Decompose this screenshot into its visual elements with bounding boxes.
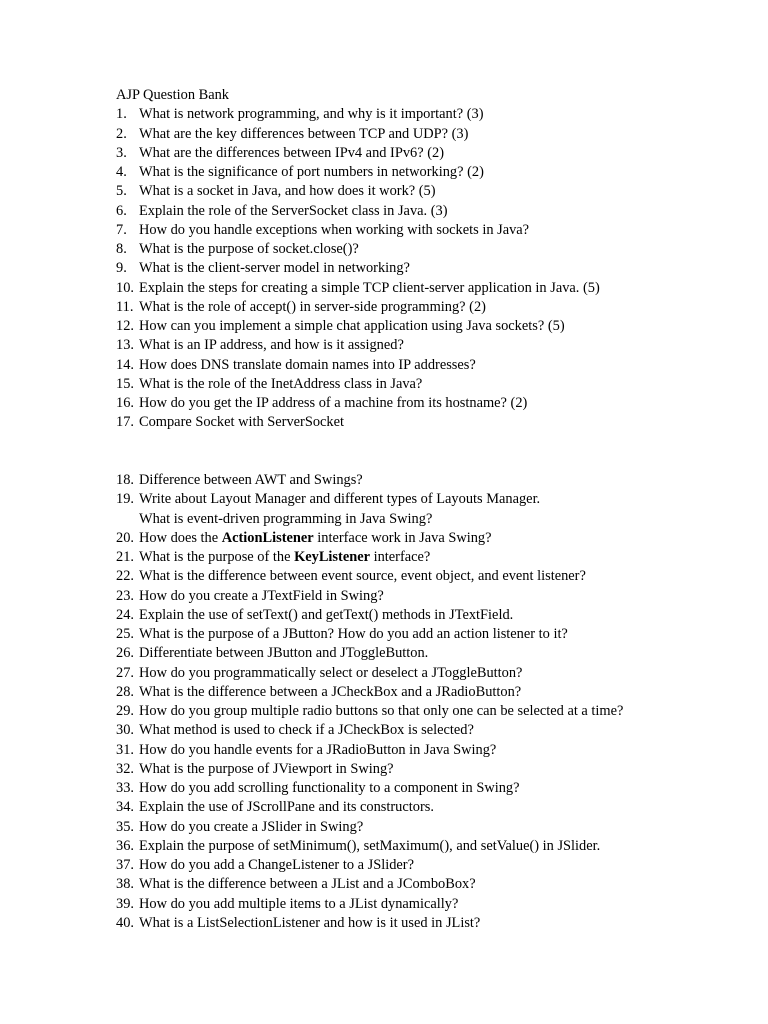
question-number: 27. [116,664,134,681]
question-text: What is the purpose of JViewport in Swing? [139,760,394,777]
question-number: 12. [116,318,134,334]
question-text: Explain the purpose of setMinimum(), setMaximum(), and setValue() in JSlider. [139,837,601,854]
question-text: What is the client-server model in networking? [139,260,410,277]
question-number: 14. [116,356,134,373]
question-text: What is the role of accept() in server-side programming? (2) [139,298,486,315]
question-item [116,163,736,182]
question-number: 9. [116,260,127,277]
question-item [116,529,736,548]
question-number: 29. [116,703,134,719]
question-list-networking [116,105,736,432]
question-text: Explain the role of the ServerSocket class in Java. (3) [139,202,448,219]
question-number: 19. [116,491,134,508]
question-text: Differentiate between JButton and JToggleButton. [139,645,429,662]
question-text: Explain the use of setText() and getText() methods in JTextField. [139,606,514,623]
question-number: 7. [116,221,127,238]
question-number: 8. [116,241,127,257]
question-number: 39. [116,895,134,912]
question-text: What is the difference between event source, event object, and event listener? [139,568,586,585]
question-text: What is event-driven programming in Java Swing? [139,510,433,527]
question-text-post: interface work in Java Swing? [313,529,492,546]
question-item [116,779,736,798]
question-text: How do you create a JSlider in Swing? [139,818,364,835]
question-item [116,413,736,432]
document-body [116,86,736,933]
question-number: 35. [116,818,134,835]
question-item [116,375,736,394]
question-item [116,818,736,837]
question-number: 4. [116,164,127,180]
question-item [116,625,736,644]
question-number: 22. [116,568,134,585]
question-text: How does DNS translate domain names into IP addresses? [139,356,476,373]
question-text: What is a socket in Java, and how does it work? (5) [139,183,436,200]
question-text: What method is used to check if a JCheckBox is selected? [139,722,474,739]
question-number: 10. [116,279,134,296]
question-text: How do you handle exceptions when working with sockets in Java? [139,221,530,238]
question-number: 23. [116,587,134,604]
question-text: Explain the use of JScrollPane and its constructors. [139,799,434,816]
question-item [116,760,736,779]
question-item [116,259,736,278]
question-number: 16. [116,395,134,411]
question-item [116,683,736,702]
question-text: How do you get the IP address of a machine from its hostname? (2) [139,395,528,411]
question-text-pre: How does the [139,529,222,546]
question-number: 18. [116,472,134,488]
question-number: 34. [116,799,134,816]
question-number: 2. [116,125,127,142]
question-text-pre: What is the purpose of the [139,549,295,565]
question-number: 26. [116,645,134,662]
question-text: How do you handle events for a JRadioButton in Java Swing? [139,741,497,758]
question-number: 25. [116,626,134,642]
question-item [116,548,736,567]
question-item [116,317,736,336]
question-number: 33. [116,780,134,796]
question-number: 6. [116,202,127,219]
question-text: What is a ListSelectionListener and how is it used in JList? [139,914,481,931]
question-text: What are the differences between IPv4 and IPv6? (2) [139,144,445,161]
question-number: 20. [116,529,134,546]
question-number: 36. [116,837,134,854]
question-item [116,471,736,490]
question-text: Difference between AWT and Swings? [139,472,363,488]
question-number: 31. [116,741,134,758]
question-item [116,721,736,740]
question-item [116,356,736,375]
question-number: 13. [116,337,134,354]
question-item [116,279,736,298]
question-item [116,856,736,875]
question-number: 24. [116,606,134,623]
question-item [116,394,736,413]
question-text: What is the significance of port numbers in networking? (2) [139,164,484,180]
question-number: 38. [116,876,134,893]
question-item [116,798,736,817]
question-item [116,490,736,509]
question-text: Explain the steps for creating a simple TCP client-server application in Java. (5) [139,279,600,296]
question-text: What are the key differences between TCP and UDP? (3) [139,125,469,142]
question-text: What is an IP address, and how is it assigned? [139,337,404,354]
question-item [116,510,736,529]
question-text: How do you add a ChangeListener to a JSlider? [139,857,414,873]
question-item [116,125,736,144]
question-text: What is the role of the InetAddress class in Java? [139,375,423,392]
question-item [116,240,736,259]
question-item [116,567,736,586]
question-item [116,182,736,201]
question-text-bold: ActionListener [221,529,314,546]
question-text: How do you add scrolling functionality to a component in Swing? [139,780,520,796]
question-list-swing [116,471,736,933]
question-number: 5. [116,183,127,200]
question-text-post: interface? [370,549,431,565]
question-number: 32. [116,760,134,777]
question-item [116,298,736,317]
question-item [116,144,736,163]
question-item [116,664,736,683]
document-title: AJP Question Bank [116,87,229,103]
question-item [116,644,736,663]
question-number: 1. [116,106,127,123]
question-text: What is the difference between a JList and a JComboBox? [139,876,476,893]
question-text: How do you create a JTextField in Swing? [139,587,384,604]
question-text: Compare Socket with ServerSocket [139,414,345,431]
question-text: Write about Layout Manager and different types of Layouts Manager. [139,491,541,508]
question-text: What is the difference between a JCheckBox and a JRadioButton? [139,683,522,700]
question-number: 15. [116,375,134,392]
question-text: What is network programming, and why is it important? (3) [139,106,484,123]
question-item [116,741,736,760]
question-number: 21. [116,549,134,565]
question-item [116,837,736,856]
question-number: 17. [116,414,134,431]
question-number: 28. [116,683,134,700]
question-text: How do you group multiple radio buttons so that only one can be selected at a time? [139,703,624,719]
question-item [116,606,736,625]
question-number: 40. [116,914,134,931]
question-item [116,875,736,894]
question-text: How do you programmatically select or deselect a JToggleButton? [139,664,523,681]
question-item [116,105,736,124]
question-item [116,702,736,721]
question-item [116,202,736,221]
question-item [116,914,736,933]
question-item [116,336,736,355]
question-item [116,895,736,914]
question-text-bold: KeyListener [294,549,370,565]
section-spacer [116,433,736,472]
question-number: 37. [116,857,134,873]
question-text: How can you implement a simple chat application using Java sockets? (5) [139,318,565,334]
question-text: What is the purpose of socket.close()? [139,241,359,257]
question-text: What is the purpose of a JButton? How do you add an action listener to it? [139,626,568,642]
question-item [116,221,736,240]
question-number: 11. [116,298,134,315]
question-number: 30. [116,722,134,739]
question-number: 3. [116,144,127,161]
question-text: How do you add multiple items to a JList dynamically? [139,895,459,912]
question-item [116,587,736,606]
